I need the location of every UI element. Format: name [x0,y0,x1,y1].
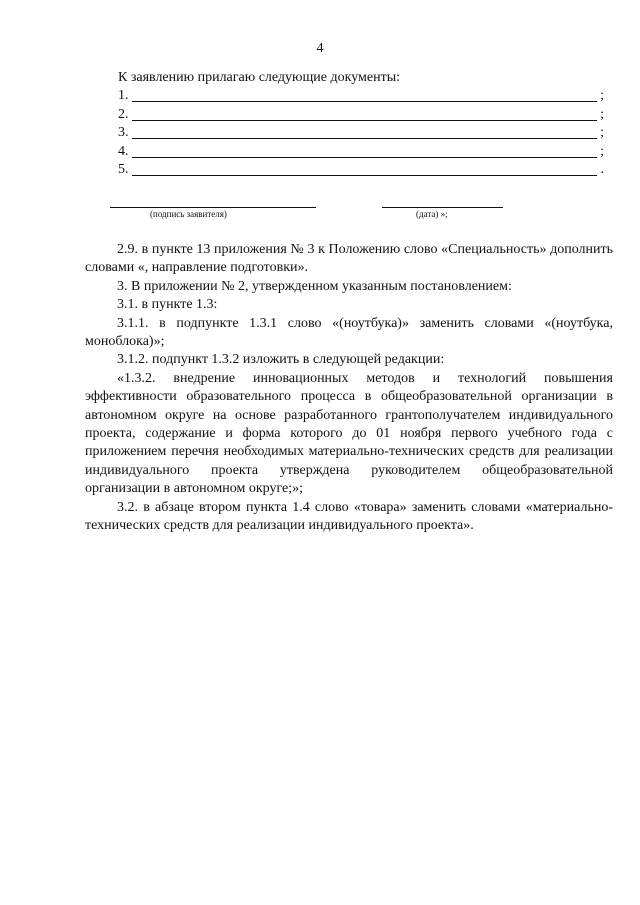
paragraph-3-2: 3.2. в абзаце втором пункта 1.4 слово «товара» заменить словами «материально-технических средств для реализации индивидуального проекта». [85,499,613,534]
document-body [85,241,613,536]
date-line [382,207,503,208]
paragraph-1-3-2-quote: «1.3.2. внедрение инновационных методов и технологий повышения эффективности образовательного процесса в общеобразовательной организации в автономном округе на основе разработанного грантополучателем индивидуального проекта, содержание и форма которого до 01 ноября первого учебного года с приложением перечня необходимых материально-технических средств для реализации индивидуального проекта утверждена руководителем общеобразовательной организации в автономном округе;»; [85,370,613,497]
attachment-punctuation: ; [600,143,604,159]
attachment-punctuation: ; [600,125,604,141]
page-number: 4 [316,41,324,56]
attachment-punctuation: ; [600,88,604,104]
attachment-line [118,124,604,142]
paragraph-3-1-2: 3.1.2. подпункт 1.3.2 изложить в следующей редакции: [117,352,445,368]
attachment-blank-line [132,107,597,121]
attachment-blank-line [132,144,597,158]
attachments-list [118,87,604,179]
attachment-number: 4. [118,143,129,159]
attachment-blank-line [132,125,597,139]
attachment-number: 2. [118,106,129,122]
attachment-blank-line [132,162,597,176]
date-caption: (дата) »; [416,209,448,219]
attachment-number: 3. [118,125,129,141]
paragraph-3: 3. В приложении № 2, утвержденном указанным постановлением: [117,278,512,294]
applicant-signature-caption: (подпись заявителя) [150,209,227,219]
attachment-number: 5. [118,161,129,177]
attachment-blank-line [132,88,597,102]
attachment-line [118,87,604,105]
attachment-line [118,105,604,123]
paragraph-2-9: 2.9. в пункте 13 приложения № 3 к Положению слово «Специальность» дополнить словами «, направление подготовки». [85,242,613,276]
attachment-punctuation: ; [600,106,604,122]
attachment-line [118,142,604,160]
attachment-line [118,161,604,179]
paragraph-3-1-1: 3.1.1. в подпункте 1.3.1 слово «(ноутбука)» заменить словами «(ноутбука, моноблока)»; [85,315,613,350]
attachments-title: К заявлению прилагаю следующие документы: [118,70,401,85]
attachment-number: 1. [118,88,129,104]
attachment-punctuation: . [600,161,604,177]
applicant-signature-line [110,207,316,208]
paragraph-3-1: 3.1. в пункте 1.3: [117,297,218,313]
